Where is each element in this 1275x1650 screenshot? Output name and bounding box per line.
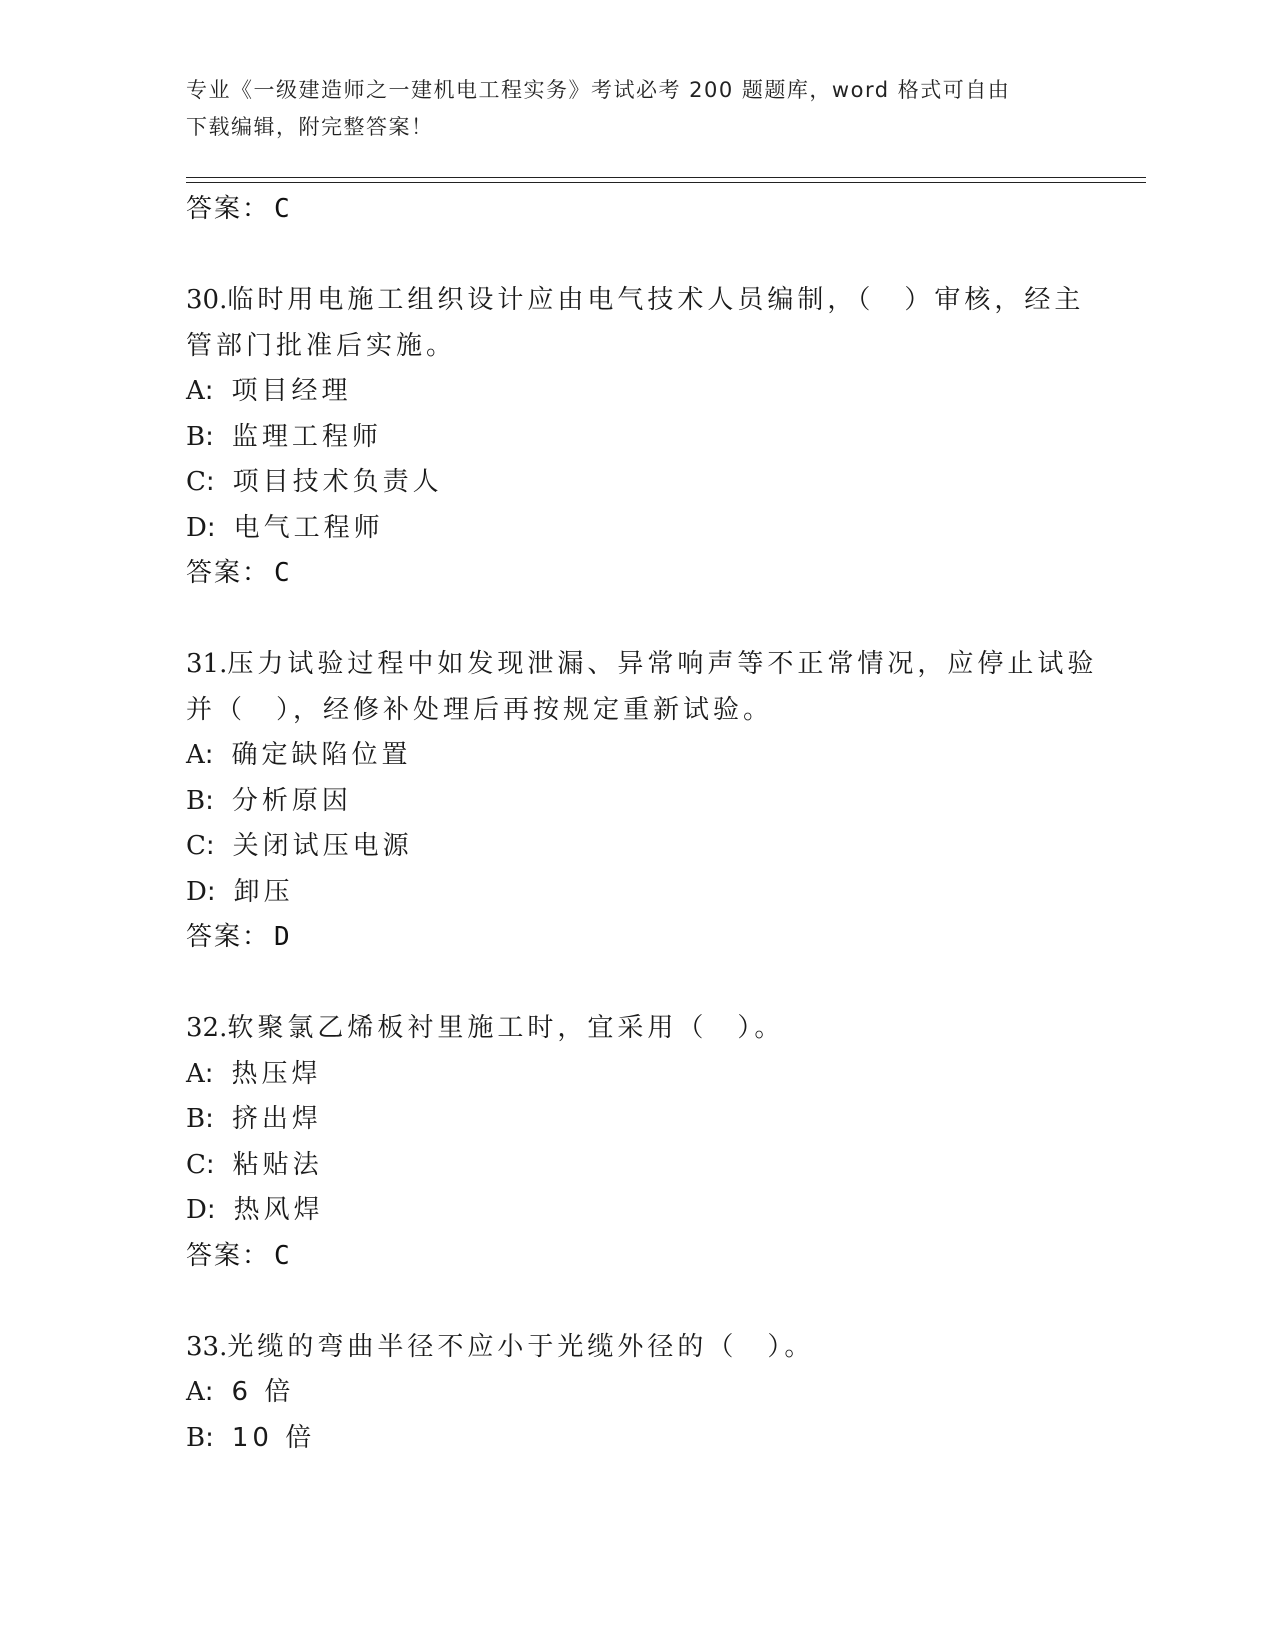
- option-letter: A: [186, 740, 205, 770]
- option-text: 挤出焊: [231, 1104, 322, 1134]
- answer-line: [186, 551, 1086, 597]
- header-line-1: 专业《一级建造师之一建机电工程实务》考试必考 200 题题库，word 格式可自由: [186, 78, 1011, 102]
- answer-label: 答案：: [186, 194, 271, 224]
- option-letter: B: [186, 421, 206, 452]
- question-text-line: [186, 1325, 1086, 1371]
- option-separator: :: [205, 785, 218, 816]
- option-c: [186, 824, 1086, 870]
- option-b: [186, 1097, 1086, 1143]
- option-text: 卸压: [233, 876, 294, 907]
- option-text: 关闭试压电源: [232, 831, 413, 861]
- option-separator: :: [205, 1422, 218, 1453]
- question-text: 软聚氯乙烯板衬里施工时，宜采用（ ）。: [227, 1013, 785, 1043]
- option-letter: A: [186, 376, 205, 406]
- option-text: 项目经理: [231, 376, 352, 406]
- answer-label: 答案：: [186, 1240, 271, 1271]
- question-text: 临时用电施工组织设计应由电气技术人员编制，（ ）审核，经主: [227, 285, 1085, 315]
- header-line-2: 下载编辑，附完整答案！: [186, 115, 434, 139]
- question-text-line: [186, 278, 1086, 324]
- header-divider-bottom: [186, 182, 1146, 183]
- option-c: [186, 460, 1086, 506]
- option-text: 热压焊: [231, 1058, 322, 1089]
- question-text-line: [186, 1006, 1086, 1052]
- question-number: 30.: [186, 285, 228, 315]
- option-separator: :: [205, 1149, 219, 1180]
- option-separator: :: [205, 467, 219, 497]
- answer-value: C: [274, 558, 292, 588]
- option-separator: :: [205, 831, 219, 861]
- option-separator: :: [204, 1058, 218, 1089]
- question-list: [186, 187, 1098, 1461]
- question-block: [186, 1325, 1086, 1462]
- question-number: 31.: [186, 649, 228, 679]
- option-b: [186, 779, 1086, 825]
- answer-label: 答案：: [186, 922, 271, 952]
- option-c: [186, 1143, 1086, 1189]
- answer-label: 答案：: [186, 558, 271, 588]
- answer-value: C: [274, 1240, 292, 1271]
- spacer: [186, 233, 1086, 279]
- answer-line: [186, 187, 1086, 233]
- option-text: 监理工程师: [231, 421, 382, 452]
- header-divider-top: [186, 177, 1146, 178]
- option-separator: :: [204, 1377, 218, 1407]
- option-letter: B: [186, 1104, 206, 1134]
- option-letter: D: [186, 512, 207, 543]
- option-letter: D: [186, 1195, 207, 1225]
- option-text: 10 倍: [231, 1422, 316, 1453]
- option-text: 粘贴法: [232, 1149, 323, 1180]
- option-d: [186, 870, 1086, 916]
- answer-value: C: [274, 194, 292, 224]
- option-letter: B: [186, 1422, 206, 1453]
- option-letter: C: [186, 831, 206, 861]
- question-number: 33.: [186, 1331, 228, 1362]
- spacer: [186, 961, 1086, 1007]
- option-separator: :: [205, 421, 218, 452]
- option-text: 确定缺陷位置: [231, 740, 412, 770]
- option-d: [186, 506, 1086, 552]
- option-text: 项目技术负责人: [232, 467, 443, 497]
- option-a: [186, 1052, 1086, 1098]
- spacer: [186, 1279, 1086, 1325]
- option-letter: A: [186, 1377, 205, 1407]
- option-separator: :: [206, 876, 220, 907]
- option-letter: B: [186, 785, 206, 816]
- answer-line: [186, 1234, 1086, 1280]
- option-text: 电气工程师: [233, 512, 384, 543]
- question-text: 光缆的弯曲半径不应小于光缆外径的（ ）。: [227, 1331, 815, 1362]
- option-letter: C: [186, 1149, 206, 1180]
- option-text: 6 倍: [231, 1377, 295, 1407]
- option-letter: A: [186, 1058, 205, 1089]
- question-block: [186, 278, 1086, 597]
- question-text: 压力试验过程中如发现泄漏、异常响声等不正常情况，应停止试验: [227, 649, 1098, 679]
- option-separator: :: [206, 1195, 220, 1225]
- answer-value: D: [274, 922, 292, 952]
- option-text: 热风焊: [233, 1195, 324, 1225]
- option-separator: :: [206, 512, 220, 543]
- option-letter: C: [186, 467, 206, 497]
- spacer: [186, 597, 1086, 643]
- option-a: [186, 369, 1086, 415]
- option-b: [186, 1416, 1086, 1462]
- page-header: [186, 72, 1076, 146]
- question-text-continuation: 并（ ），经修补处理后再按规定重新试验。: [186, 694, 774, 725]
- option-a: [186, 1370, 1086, 1416]
- question-text-continuation: 管部门批准后实施。: [186, 330, 457, 361]
- option-text: 分析原因: [231, 785, 352, 816]
- option-separator: :: [205, 1104, 218, 1134]
- answer-line: [186, 915, 1086, 961]
- option-b: [186, 415, 1086, 461]
- question-number: 32.: [186, 1013, 228, 1043]
- question-block: [186, 1006, 1086, 1279]
- option-letter: D: [186, 876, 207, 907]
- question-text-line: [186, 642, 1098, 688]
- option-a: [186, 733, 1086, 779]
- question-block: [186, 642, 1098, 961]
- option-separator: :: [204, 740, 218, 770]
- option-d: [186, 1188, 1086, 1234]
- option-separator: :: [204, 376, 218, 406]
